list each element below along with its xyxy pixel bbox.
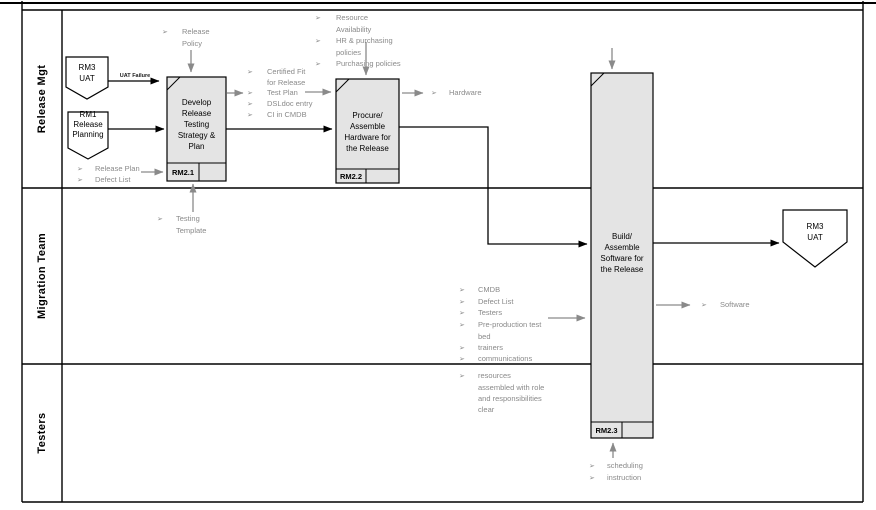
note-software-output: ➢ Software (701, 300, 750, 309)
lane-label-migration-team: Migration Team (36, 232, 48, 320)
process-box-details (167, 73, 653, 438)
bullet-icon: ➢ (459, 344, 465, 352)
process-rm22-title: Procure/ Assemble Hardware for the Release (344, 111, 391, 153)
bullet-icon: ➢ (459, 310, 465, 318)
bullet-icon: ➢ (247, 69, 253, 76)
connector-rm22-to-rm23 (399, 127, 587, 244)
bullet-icon: ➢ (589, 463, 595, 470)
process-rm21-id: RM2.1 (171, 167, 195, 177)
note-rm21-inputs: ➢ Release Plan ➢ Defect List (77, 164, 140, 184)
bullet-icon: ➢ (315, 15, 321, 22)
note-scheduling-instruction: ➢ scheduling ➢ instruction (589, 461, 643, 482)
process-rm23-title: Build/ Assemble Software for the Release (600, 232, 644, 274)
lane-label-testers: Testers (36, 412, 48, 454)
bullet-icon: ➢ (459, 373, 465, 380)
note-rm22-inputs-top: ➢ Resource Availability ➢ HR & purchasing policies ➢ Purchasing policies (315, 13, 401, 68)
terminator-rm1-label: RM1 Release Planning (72, 110, 104, 139)
bullet-icon: ➢ (247, 112, 253, 119)
terminator-rm3-uat-top-label: RM3 UAT (78, 63, 96, 83)
lane-label-release-mgt: Release Mgt (36, 64, 48, 134)
note-resources-assembled: ➢ resources assembled with role and responsibilities clear (459, 371, 545, 414)
process-rm21-title: Develop Release Testing Strategy & Plan (177, 98, 216, 151)
bullet-icon: ➢ (247, 101, 253, 108)
bullet-icon: ➢ (459, 298, 465, 306)
bullet-icon: ➢ (459, 322, 465, 330)
process-rm22-id: RM2.2 (339, 171, 363, 181)
note-testing-template: ➢ Testing Template (157, 214, 207, 235)
bullet-icon: ➢ (77, 177, 83, 184)
bullet-icon: ➢ (459, 356, 465, 364)
terminator-rm3-uat-right-label: RM3 UAT (806, 222, 824, 242)
note-rm21-outputs: ➢ Certified Fit for Release ➢ Test Plan ➢ DSLdoc entry ➢ CI in CMDB (247, 67, 313, 119)
process-rm23-id: RM2.3 (595, 425, 618, 435)
bullet-icon: ➢ (459, 287, 465, 294)
note-hardware-output: ➢ Hardware (431, 88, 482, 97)
note-release-policy: ➢ Release Policy (162, 27, 210, 48)
bullet-icon: ➢ (77, 166, 83, 173)
bullet-icon: ➢ (701, 302, 707, 309)
bullet-icon: ➢ (431, 90, 437, 97)
bullet-icon: ➢ (162, 29, 168, 36)
note-rm23-inputs: ➢ CMDB ➢ Defect List ➢ Testers ➢ Pre-production test bed ➢ trainers ➢ communications (459, 285, 541, 366)
edge-label-uat-failure: UAT Failure (119, 73, 151, 79)
bullet-icon: ➢ (589, 475, 595, 482)
bullet-icon: ➢ (315, 38, 321, 45)
bullet-icon: ➢ (247, 90, 253, 97)
bullet-icon: ➢ (157, 216, 163, 223)
bullet-icon: ➢ (315, 61, 321, 68)
